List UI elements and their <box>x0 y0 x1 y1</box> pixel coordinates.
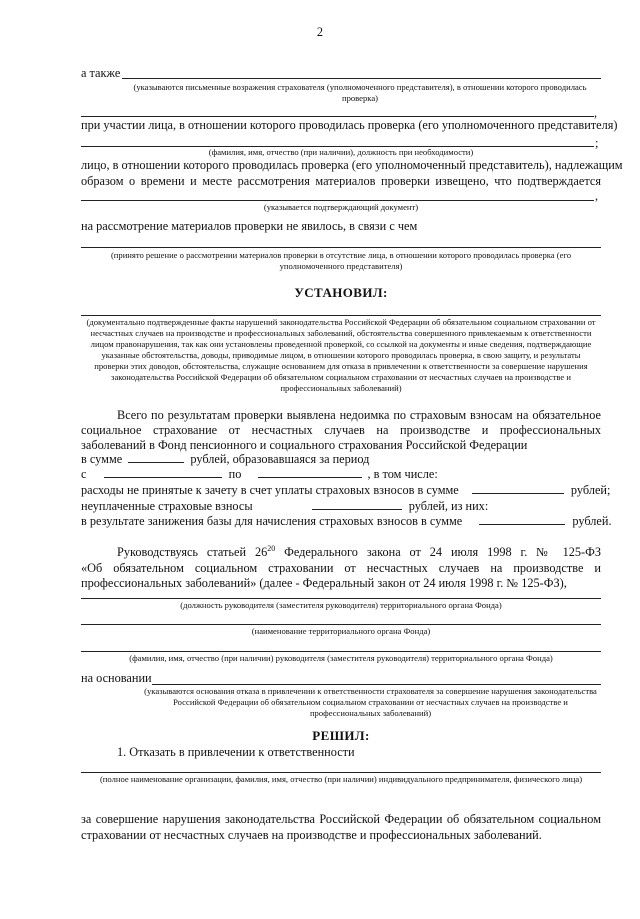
arrears-sum-label: в сумме <box>81 452 123 466</box>
arrears-sum-row <box>81 451 369 467</box>
unpaid-blank <box>312 498 402 510</box>
established-heading: УСТАНОВИЛ: <box>294 285 388 300</box>
decision-text-line-1: за совершение нарушения законодательства Российской Федерации об обязательном социальном <box>81 812 601 826</box>
article-superscript: 20 <box>267 543 276 553</box>
unpaid-label: неуплаченные страховые взносы <box>81 499 253 513</box>
notified-line-2: образом о времени и месте рассмотрения материалов проверки извещено, что подтверждается <box>81 174 601 188</box>
guided-article: Руководствуясь статьей 26 <box>117 545 268 559</box>
absence-line <box>81 247 601 248</box>
basis-line <box>152 684 601 685</box>
objections-line <box>122 78 601 79</box>
period-row <box>81 466 438 482</box>
comma-mark-2: , <box>595 189 599 203</box>
arrears-sum-blank <box>128 451 184 463</box>
confirm-doc-note: (указывается подтверждающий документ) <box>263 202 419 212</box>
period-incl-text: , в том числе: <box>367 467 438 481</box>
period-to-label: по <box>228 467 242 481</box>
guided-line-3: профессиональных заболеваний» (далее - Федеральный закон от 24 июля 1998 г. № 125-ФЗ), <box>81 576 567 590</box>
decided-heading: РЕШИЛ: <box>312 728 370 743</box>
basis-note: (указываются основания отказа в привлечении к ответственности страхователя за совершение нарушения законодательства Российской Федерации об обязательном социальном страховании от несчастных случаев на производстве и профессиональных заболеваний) <box>144 686 597 718</box>
fund-name-note: (наименование территориального органа Фонда) <box>251 626 431 636</box>
guided-line-2: «Об обязательном социальном страховании от несчастных случаев на производстве и <box>81 561 601 575</box>
absence-text: на рассмотрение материалов проверки не явилось, в связи с чем <box>81 219 418 233</box>
expenses-unit: рублей; <box>570 483 611 497</box>
decision-text-line-2: страховании от несчастных случаев на производстве и профессиональных заболеваний. <box>81 828 542 842</box>
arrears-sum-tail: рублей, образовавшаяся за период <box>190 452 370 466</box>
also-label: а также <box>81 66 121 80</box>
period-to-blank <box>258 466 362 478</box>
understated-unit: рублей. <box>572 514 612 528</box>
semicolon-mark: ; <box>595 136 599 150</box>
entity-note: (полное наименование организации, фамилия, имя, отчество (при наличии) индивидуального предпринимателя, физического лица) <box>99 774 583 784</box>
decision-item-1: 1. Отказать в привлечении к ответственности <box>117 745 355 759</box>
expenses-blank <box>472 482 564 494</box>
established-line <box>81 315 601 316</box>
understated-blank <box>479 513 565 525</box>
understated-row <box>81 513 612 529</box>
notified-line-1: лицо, в отношении которого проводилась проверка (его уполномоченный представитель), надлежащим <box>81 158 623 172</box>
comma-mark: , <box>594 106 598 120</box>
guided-line-1 <box>117 545 601 560</box>
expenses-row <box>81 482 610 498</box>
participation-text: при участии лица, в отношении которого проводилась проверка (его уполномоченного представителя) <box>81 118 618 132</box>
basis-label: на основании <box>81 671 152 685</box>
page-number: 2 <box>316 25 324 39</box>
expenses-label: расходы не принятые к зачету в счет уплаты страховых взносов в сумме <box>81 483 459 497</box>
absence-note: (принято решение о рассмотрении материалов проверки в отсутствие лица, в отношении которого проводилась проверка (его уполномоченного представителя) <box>110 250 572 271</box>
head-name-line <box>81 651 601 652</box>
guided-law-ref: Федерального закона от 24 июля 1998 г. № 125-ФЗ <box>284 545 601 559</box>
confirm-doc-line <box>81 200 594 201</box>
understated-label: в результате занижения базы для начисления страховых взносов в сумме <box>81 514 463 528</box>
entity-line <box>81 772 601 773</box>
head-position-note: (должность руководителя (заместителя руководителя) территориального органа Фонда) <box>180 600 502 610</box>
arrears-paragraph: Всего по результатам проверки выявлена недоимка по страховым взносам на обязательное социальное страхование от несчастных случаев на производстве и профессиональных заболеваний в Фонд пенсионного и социального страхования Российской Федерации <box>81 408 601 452</box>
unpaid-unit: рублей, из них: <box>408 499 489 513</box>
participant-note: (фамилия, имя, отчество (при наличии), должность при необходимости) <box>208 147 474 157</box>
head-name-note: (фамилия, имя, отчество (при наличии) руководителя (заместителя руководителя) территориального органа Фонда) <box>129 653 553 663</box>
unpaid-row <box>81 498 488 514</box>
objections-line-2 <box>81 116 594 117</box>
period-from-blank <box>104 466 222 478</box>
objections-note: (указываются письменные возражения страхователя (уполномоченного представителя), в отношении которого проводилась проверка) <box>133 82 587 103</box>
fund-name-line <box>81 624 601 625</box>
established-note: (документально подтвержденные факты нарушений законодательства Российской Федерации об обязательном социальном страховании от несчастных случаев на производстве и профессиональных заболеваний, обстоятельства совершенного привлекаемым к ответственности лицом правонарушения, так как они установлены проведенной проверкой, со ссылкой на документы и иные сведения, подтверждающие указанные обстоятельства, доводы, приводимые лицом, в отношении которого проводилась проверка, в свою защиту, и результаты проверки этих доводов, обстоятельства, служащие основанием для отказа в привлечении к ответственности за совершение нарушения законодательства Российской Федерации об обязательном социальном страховании от несчастных случаев на производстве и профессиональных заболеваний) <box>86 317 596 393</box>
period-from-label: с <box>81 467 87 481</box>
head-position-line <box>81 598 601 599</box>
